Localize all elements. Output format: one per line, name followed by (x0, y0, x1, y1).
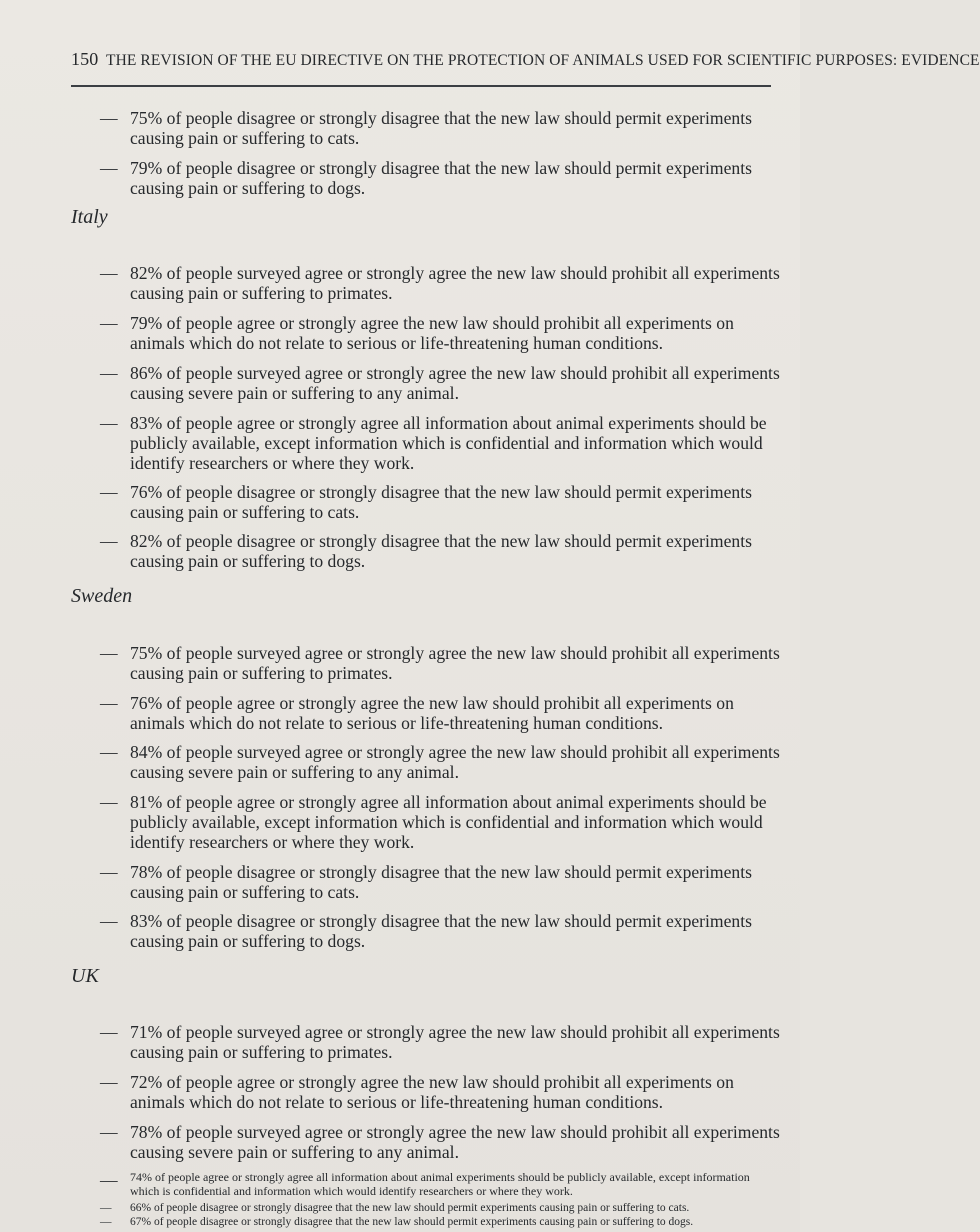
list-item (100, 413, 780, 473)
list-item (100, 1072, 780, 1112)
list-item (100, 108, 780, 148)
item-text: 76% of people disagree or strongly disagree that the new law should permit experiments causing pain or suffering to cats. (130, 482, 752, 522)
dash-marker: — (100, 1216, 112, 1228)
list-item (100, 643, 780, 683)
list-item (100, 911, 780, 951)
dash-marker: — (100, 911, 118, 931)
item-text: 66% of people disagree or strongly disagree that the new law should permit experiments causing pain or suffering to cats. (130, 1202, 690, 1214)
section-label-italy: Italy (71, 206, 108, 228)
list-item (100, 862, 780, 902)
list-item (100, 1022, 780, 1062)
header-rule (71, 85, 771, 87)
item-text: 79% of people disagree or strongly disagree that the new law should permit experiments causing pain or suffering to dogs. (130, 158, 752, 198)
item-text: 67% of people disagree or strongly disagree that the new law should permit experiments causing pain or suffering to dogs. (130, 1216, 694, 1228)
dash-marker: — (100, 531, 118, 551)
list-item (100, 1122, 780, 1162)
list-item (100, 1202, 780, 1215)
dash-marker: — (100, 1122, 118, 1142)
dash-marker: — (100, 482, 118, 502)
list-item (100, 693, 780, 733)
page-number: 150 (71, 49, 99, 69)
dash-marker: — (100, 742, 118, 762)
section-label-sweden: Sweden (71, 585, 133, 607)
dash-marker: — (100, 108, 118, 128)
item-text: 76% of people agree or strongly agree the new law should prohibit all experiments on animals which do not relate to serious or life-threatening human conditions. (130, 693, 734, 733)
item-text: 81% of people agree or strongly agree all information about animal experiments should be publicly available, except information which is confidential and information which would identify researchers or where they work. (130, 792, 767, 852)
item-text: 84% of people surveyed agree or strongly agree the new law should prohibit all experiments causing severe pain or suffering to any animal. (130, 742, 780, 782)
list-item (100, 792, 780, 852)
item-text: 83% of people agree or strongly agree all information about animal experiments should be publicly available, except information which is confidential and information which would identify researchers or where they work. (130, 413, 767, 473)
item-text: 78% of people surveyed agree or strongly agree the new law should prohibit all experiments causing severe pain or suffering to any animal. (130, 1122, 780, 1162)
dash-marker: — (100, 693, 118, 713)
list-item (100, 531, 780, 571)
list-item (100, 482, 780, 522)
item-text: 82% of people surveyed agree or strongly agree the new law should prohibit all experiments causing pain or suffering to primates. (130, 263, 780, 303)
list-item (100, 1170, 780, 1198)
item-text: 83% of people disagree or strongly disagree that the new law should permit experiments causing pain or suffering to dogs. (130, 911, 752, 951)
item-text: 74% of people agree or strongly agree all information about animal experiments should be publicly available, except information which is confidential and information which would identify researchers or where they work. (130, 1170, 750, 1198)
item-text: 75% of people disagree or strongly disagree that the new law should permit experiments causing pain or suffering to cats. (130, 108, 752, 148)
dash-marker: — (100, 1072, 118, 1092)
item-text: 72% of people agree or strongly agree the new law should prohibit all experiments on animals which do not relate to serious or life-threatening human conditions. (130, 1072, 734, 1112)
item-text: 78% of people disagree or strongly disagree that the new law should permit experiments causing pain or suffering to cats. (130, 862, 752, 902)
dash-marker: — (100, 792, 118, 812)
dash-marker: — (100, 263, 118, 283)
item-text: 86% of people surveyed agree or strongly agree the new law should prohibit all experiments causing severe pain or suffering to any animal. (130, 363, 780, 403)
dash-marker: — (100, 643, 118, 663)
dash-marker: — (100, 363, 118, 383)
running-header (71, 49, 980, 70)
section-label-uk: UK (71, 965, 99, 987)
list-item (100, 313, 780, 353)
item-text: 79% of people agree or strongly agree the new law should prohibit all experiments on animals which do not relate to serious or life-threatening human conditions. (130, 313, 734, 353)
header-title: THE REVISION OF THE EU DIRECTIVE ON THE PROTECTION OF ANIMALS USED FOR SCIENTIFIC PURPOSES: EVIDENCE (106, 52, 980, 69)
list-item (100, 363, 780, 403)
item-text: 75% of people surveyed agree or strongly agree the new law should prohibit all experiments causing pain or suffering to primates. (130, 643, 780, 683)
list-item (100, 742, 780, 782)
list-item (100, 158, 780, 198)
item-text: 71% of people surveyed agree or strongly agree the new law should prohibit all experiments causing pain or suffering to primates. (130, 1022, 780, 1062)
dash-marker: — (100, 158, 118, 178)
list-item (100, 263, 780, 303)
dash-marker: — (100, 1170, 118, 1190)
item-text: 82% of people disagree or strongly disagree that the new law should permit experiments causing pain or suffering to dogs. (130, 531, 752, 571)
dash-marker: — (100, 1022, 118, 1042)
dash-marker: — (100, 413, 118, 433)
dash-marker: — (100, 313, 118, 333)
dash-marker: — (100, 862, 118, 882)
dash-marker: — (100, 1202, 112, 1214)
list-item (100, 1216, 780, 1229)
